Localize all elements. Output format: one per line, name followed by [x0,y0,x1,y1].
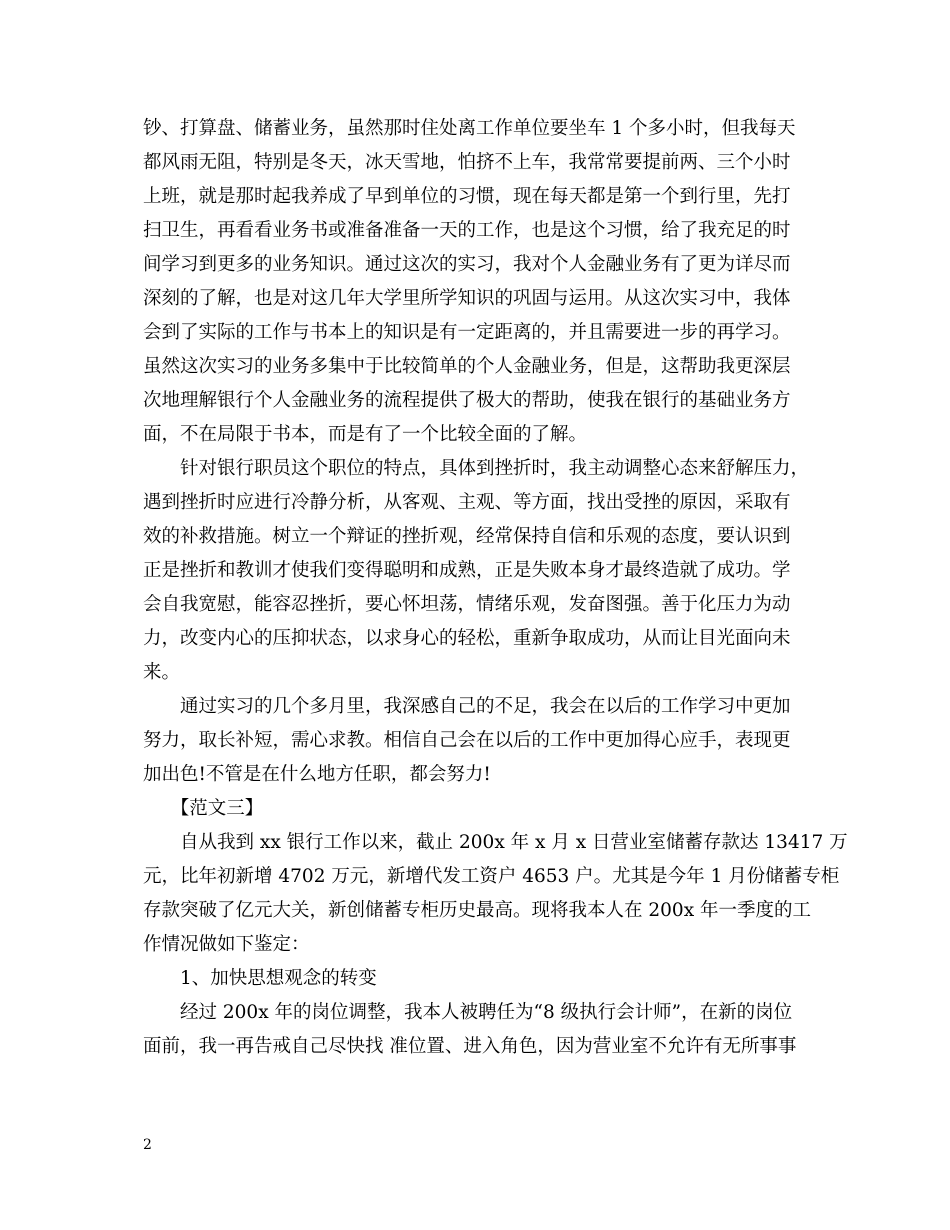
section-heading: 【范文三】 [143,798,264,819]
text-line: 虽然这次实习的业务多集中于比较简单的个人金融业务，但是，这帮助我更深层 [143,356,791,377]
text-line: 努力，取长补短，需心求教。相信自己会在以后的工作中更加得心应手，表现更 [143,730,791,751]
text-line: 钞、打算盘、储蓄业务，虽然那时住处离工作单位要坐车 1 个多小时，但我每天 [143,118,796,139]
text-line: 正是挫折和教训才使我们变得聪明和成熟，正是失败本身才最终造就了成功。学 [143,560,791,581]
text-line: 通过实习的几个多月里，我深感自己的不足，我会在以后的工作学习中更加 [143,696,791,717]
text-line: 扫卫生，再看看业务书或准备准备一天的工作，也是这个习惯，给了我充足的时 [143,220,791,241]
document-body [143,112,848,1064]
text-line: 遇到挫折时应进行冷静分析，从客观、主观、等方面，找出受挫的原因，采取有 [143,492,791,513]
text-line: 面前，我一再告戒自己尽快找 准位置、进入角色，因为营业室不允许有无所事事 [143,1036,797,1057]
text-line: 都风雨无阻，特别是冬天，冰天雪地，怕挤不上车，我常常要提前两、三个小时 [143,152,791,173]
text-line: 间学习到更多的业务知识。通过这次的实习，我对个人金融业务有了更为详尽而 [143,254,791,275]
text-line: 会到了实际的工作与书本上的知识是有一定距离的，并且需要进一步的再学习。 [143,322,791,343]
text-line: 次地理解银行个人金融业务的流程提供了极大的帮助，使我在银行的基础业务方 [143,390,791,411]
subsection-heading: 1、加快思想观念的转变 [143,968,377,989]
text-line: 存款突破了亿元大关，新创储蓄专柜历史最高。现将我本人在 200x 年一季度的工 [143,900,812,921]
text-line: 来。 [143,662,181,683]
text-line: 深刻的了解，也是对这几年大学里所学知识的巩固与运用。从这次实习中，我体 [143,288,791,309]
text-line: 自从我到 xx 银行工作以来，截止 200x 年 x 月 x 日营业室储蓄存款达 13417 万 [143,832,848,853]
page-number: 2 [143,1137,152,1153]
text-line: 力，改变内心的压抑状态，以求身心的轻松，重新争取成功，从而让目光面向未 [143,628,791,649]
text-line: 作情况做如下鉴定： [143,934,310,955]
text-line: 元，比年初新增 4702 万元，新增代发工资户 4653 户。尤其是今年 1 月份储蓄专柜 [143,866,840,887]
text-line: 加出色!不管是在什么地方任职，都会努力! [143,764,491,785]
text-line: 会自我宽慰，能容忍挫折，要心怀坦荡，情绪乐观，发奋图强。善于化压力为动 [143,594,791,615]
text-line: 面，不在局限于书本，而是有了一个比较全面的了解。 [143,424,588,445]
text-line: 针对银行职员这个职位的特点，具体到挫折时，我主动调整心态来舒解压力， [143,458,810,479]
text-line: 效的补救措施。树立一个辩证的挫折观，经常保持自信和乐观的态度，要认识到 [143,526,791,547]
text-line: 经过 200x 年的岗位调整，我本人被聘任为“8 级执行会计师”，在新的岗位 [143,1002,793,1023]
text-line: 上班，就是那时起我养成了早到单位的习惯，现在每天都是第一个到行里，先打 [143,186,791,207]
